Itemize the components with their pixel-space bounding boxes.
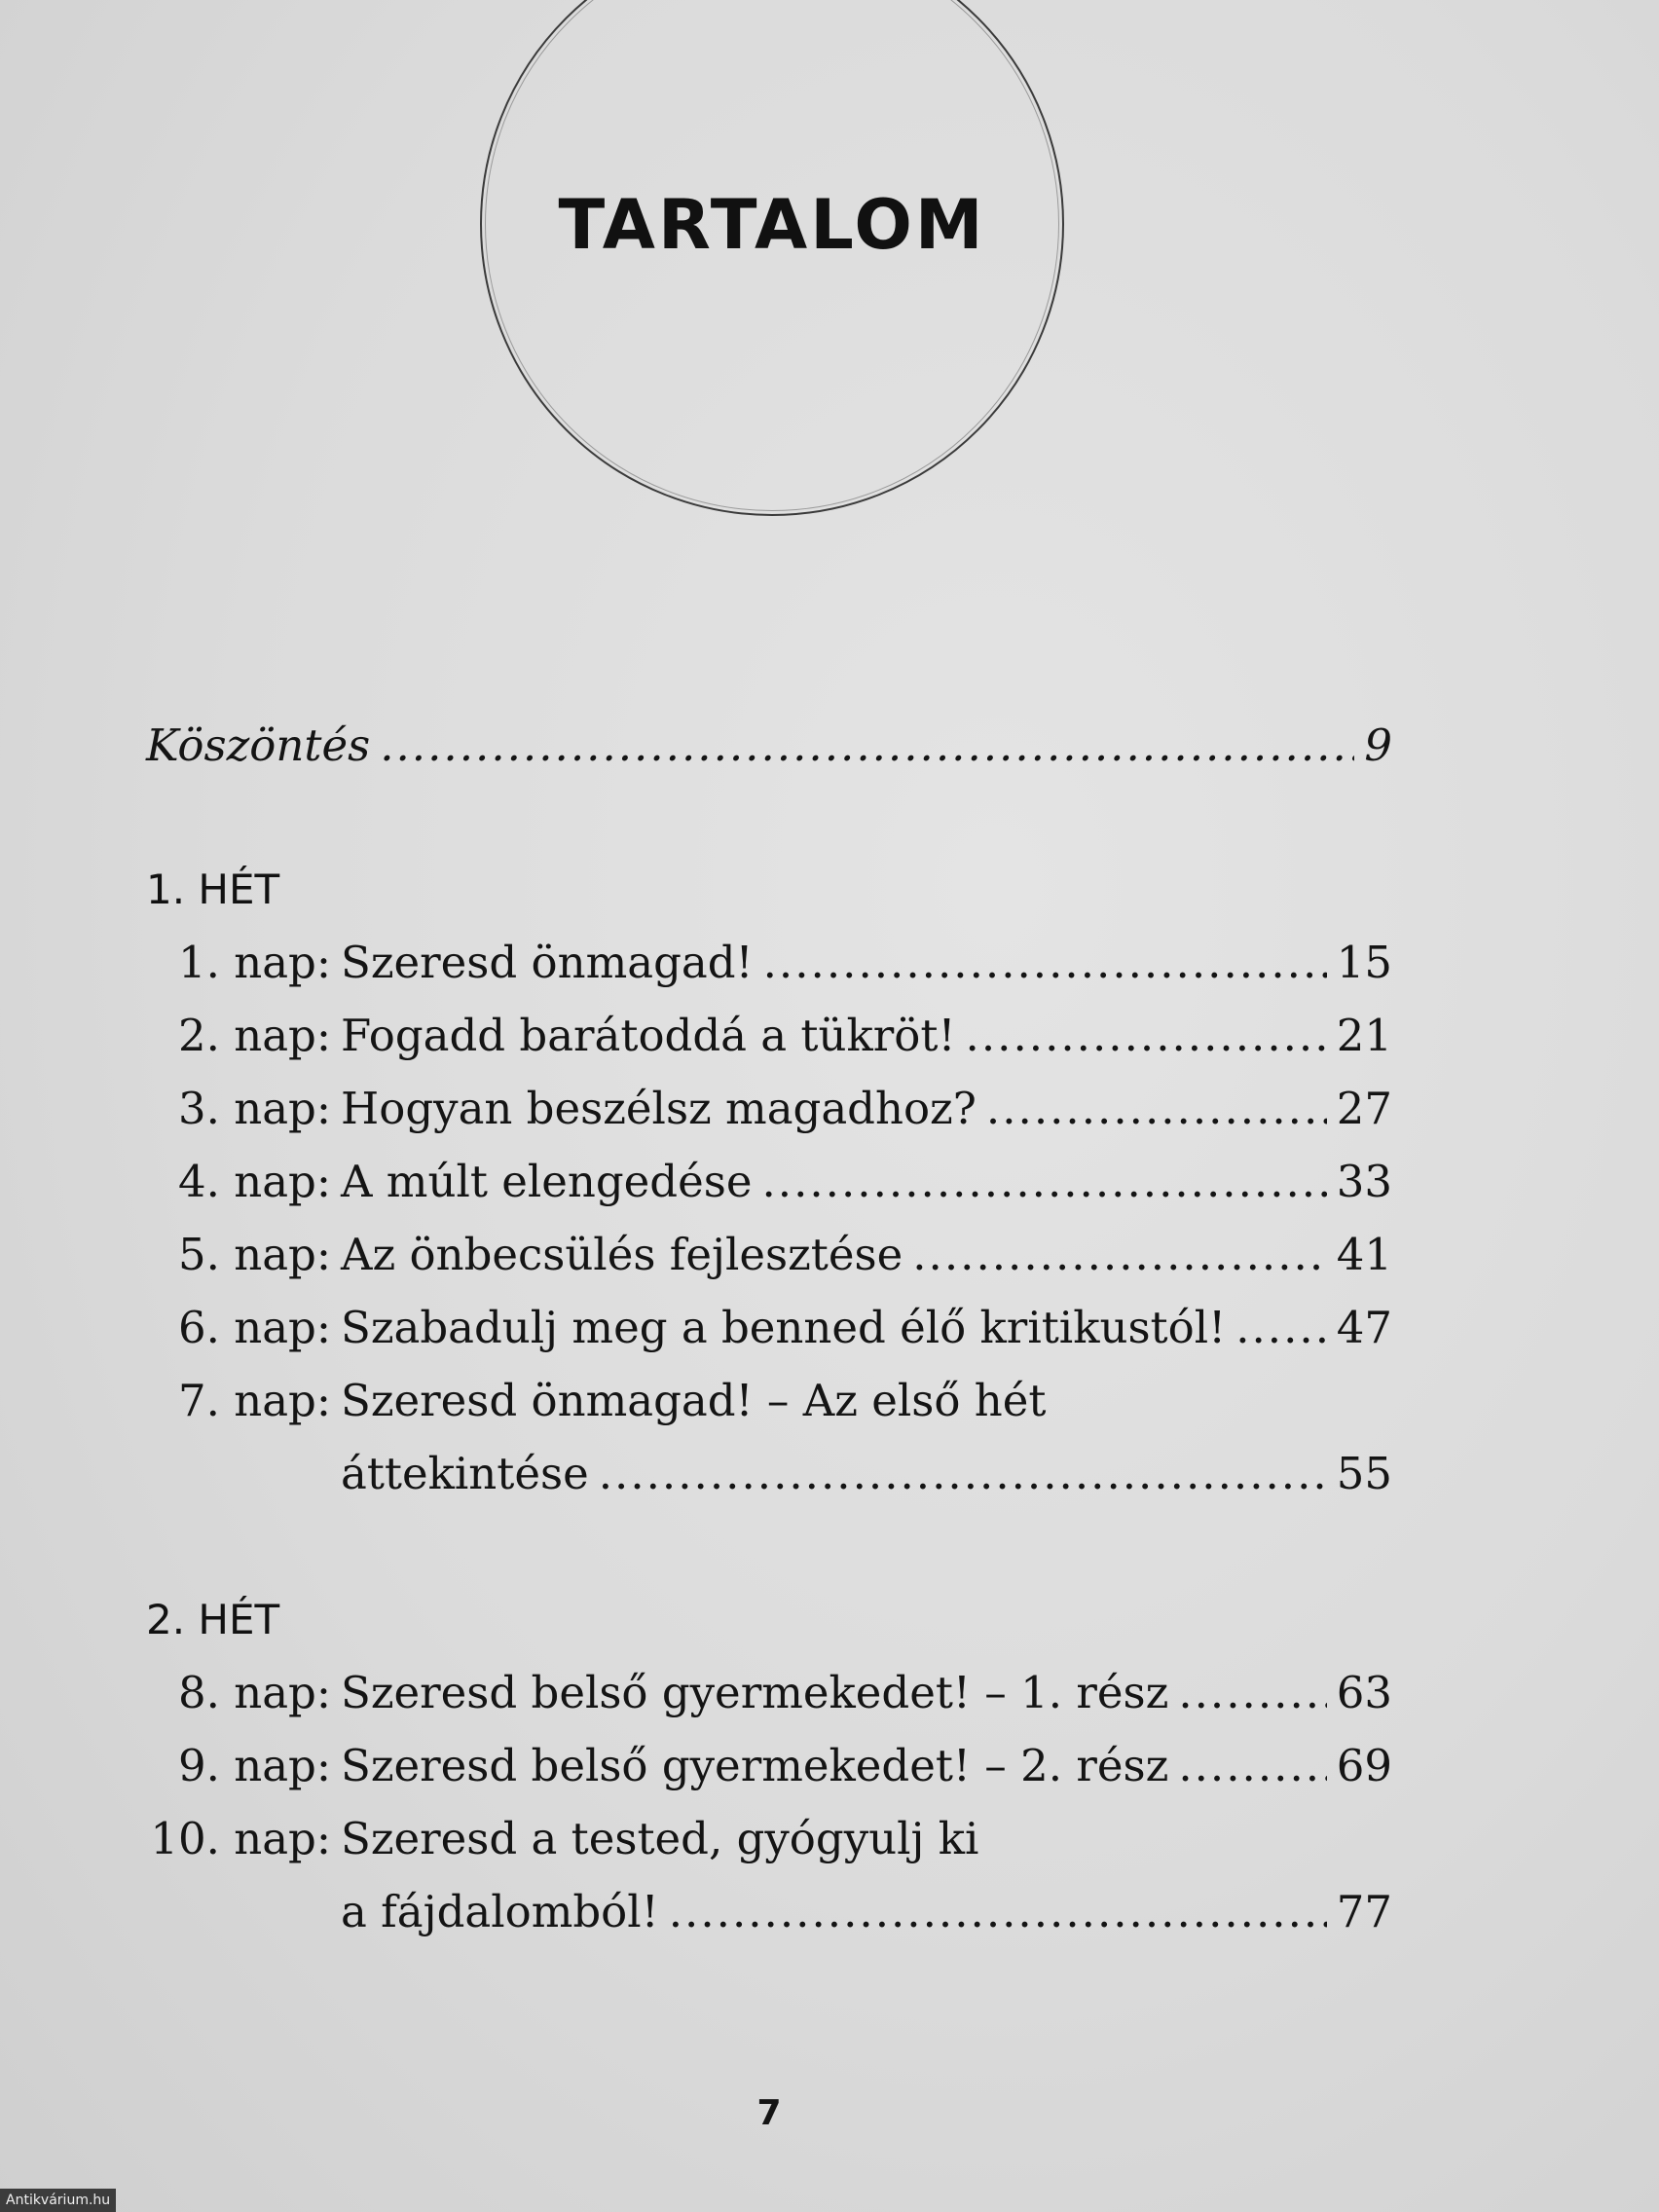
leader-dots (599, 1437, 1327, 1510)
toc-entry-label: Szeresd belső gyermekedet! – 1. rész (341, 1667, 1169, 1718)
toc-entry-page: 15 (1336, 937, 1392, 988)
toc-entry-label: Fogadd barátoddá a tükröt! (341, 1010, 956, 1061)
leader-dots (912, 1218, 1327, 1291)
toc-entry-page: 77 (1336, 1886, 1392, 1937)
toc-entry-label-cont: áttekintése (341, 1448, 589, 1499)
toc-entry-page: 33 (1336, 1156, 1392, 1207)
toc-entry-page: 41 (1336, 1229, 1392, 1280)
toc-entry-intro[interactable] (146, 709, 1392, 782)
toc-entry-label: Szeresd önmagad! (341, 937, 754, 988)
toc-entry-label: Hogyan beszélsz magadhoz? (341, 1083, 977, 1134)
toc-entry[interactable] (146, 926, 1392, 999)
toc-entry-day: 9. nap: (177, 1740, 331, 1791)
leader-dots (761, 1145, 1326, 1218)
toc-entry-label-cont: a fájdalomból! (341, 1886, 659, 1937)
leader-dots (966, 999, 1327, 1072)
leader-dots (986, 1072, 1327, 1145)
toc-entry-day: 10. nap: (150, 1813, 331, 1864)
toc-entry[interactable] (146, 1802, 1392, 1875)
toc-entry-label: Szeresd önmagad! – Az első hét (341, 1375, 1047, 1426)
toc-entry-page: 21 (1336, 1010, 1392, 1061)
toc-entry-day: 6. nap: (177, 1302, 331, 1353)
toc-entry-page: 47 (1336, 1302, 1392, 1353)
toc-entry-label: Az önbecsülés fejlesztése (341, 1229, 903, 1280)
page-number: 7 (756, 2093, 782, 2133)
week-heading: 1. HÉT (146, 866, 280, 913)
toc-entry-day: 1. nap: (177, 937, 331, 988)
leader-dots (1178, 1729, 1326, 1802)
toc-entry-label: Köszöntés (146, 719, 371, 771)
toc-entry[interactable] (146, 1364, 1392, 1437)
toc-entry-label: A múlt elengedése (341, 1156, 753, 1207)
week-heading: 2. HÉT (146, 1596, 280, 1643)
toc-entry-continuation[interactable] (146, 1875, 1392, 1948)
toc-entry-continuation[interactable] (146, 1437, 1392, 1510)
leader-dots (763, 926, 1327, 999)
toc-entry[interactable] (146, 1072, 1392, 1145)
toc-entry[interactable] (146, 1218, 1392, 1291)
toc-entry[interactable] (146, 1291, 1392, 1364)
leader-dots (1235, 1291, 1327, 1364)
toc-entry[interactable] (146, 1656, 1392, 1729)
leader-dots (669, 1875, 1327, 1948)
toc-entry-label: Szeresd a tested, gyógyulj ki (341, 1813, 979, 1864)
toc-entry-page: 55 (1336, 1448, 1392, 1499)
toc-entry-page: 9 (1364, 719, 1392, 771)
toc-entry[interactable] (146, 999, 1392, 1072)
toc-entry[interactable] (146, 1145, 1392, 1218)
leader-dots (1178, 1656, 1326, 1729)
toc-entry-day: 4. nap: (177, 1156, 331, 1207)
table-of-contents (146, 709, 1392, 1948)
toc-entry-day: 3. nap: (177, 1083, 331, 1134)
page-title: TARTALOM (558, 185, 986, 265)
toc-entry-day: 7. nap: (177, 1375, 331, 1426)
toc-entry-day: 8. nap: (177, 1667, 331, 1718)
watermark: Antikvárium.hu (0, 2189, 116, 2212)
toc-entry[interactable] (146, 1729, 1392, 1802)
toc-entry-page: 69 (1336, 1740, 1392, 1791)
leader-dots (380, 709, 1354, 782)
toc-entry-page: 27 (1336, 1083, 1392, 1134)
toc-entry-label: Szeresd belső gyermekedet! – 2. rész (341, 1740, 1169, 1791)
toc-entry-day: 5. nap: (177, 1229, 331, 1280)
toc-entry-day: 2. nap: (177, 1010, 331, 1061)
toc-entry-label: Szabadulj meg a benned élő kritikustól! (341, 1302, 1227, 1353)
toc-entry-page: 63 (1336, 1667, 1392, 1718)
